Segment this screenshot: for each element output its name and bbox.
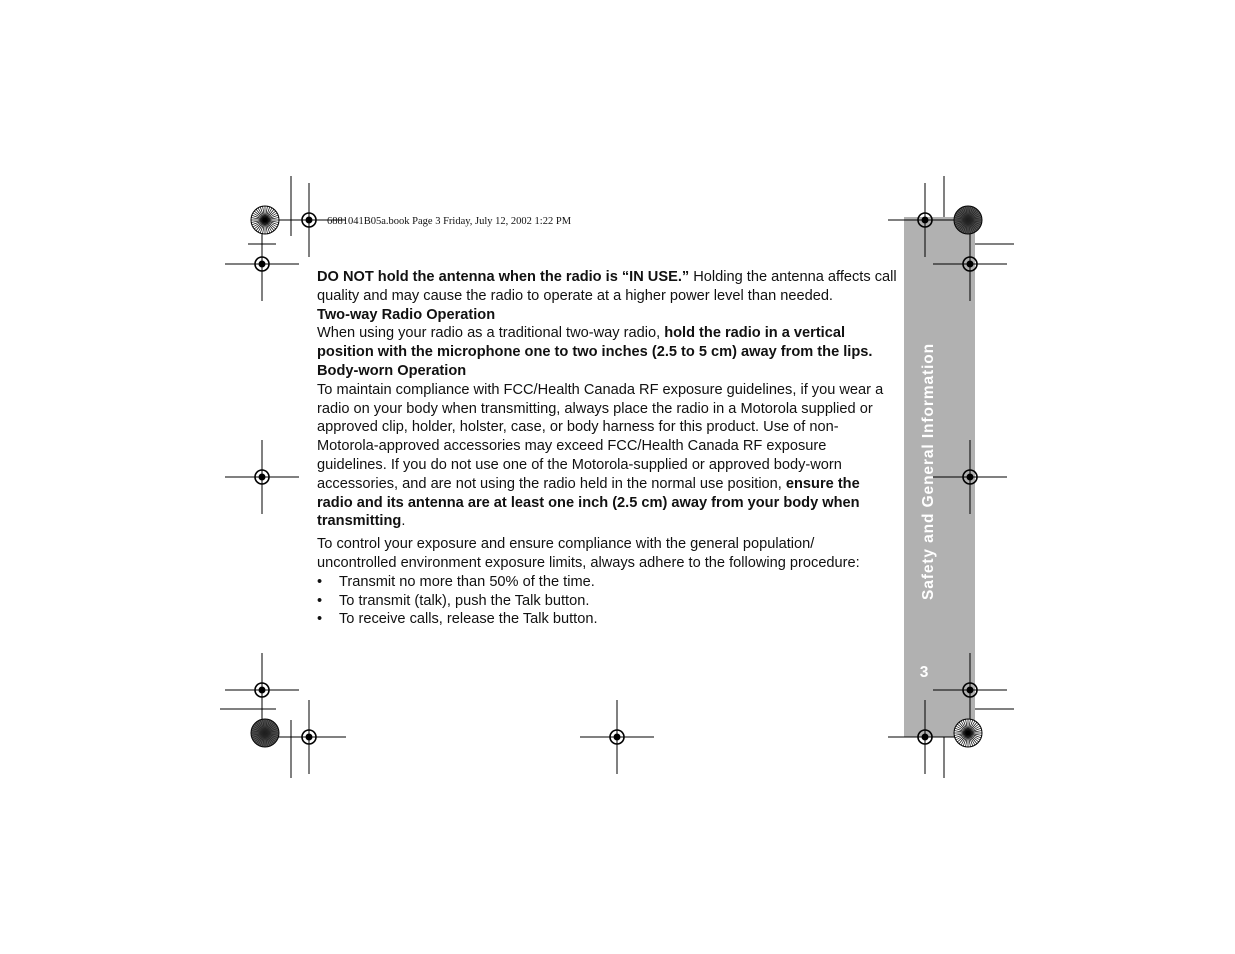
procedure-list [317,573,897,629]
body-worn-tail: . [401,513,406,530]
antenna-warning-bold: DO NOT hold the antenna when the radio is “IN USE.” [317,269,690,285]
crosshair-target-icon [225,440,299,514]
body-worn-bold: ensure the radio and its antenna are at least one inch (2.5 cm) away from your body when transmitting [317,475,860,530]
crosshair-target-icon [580,700,654,774]
antenna-warning-text: Holding the antenna affects call quality and may cause the radio to operate at a higher power level than needed. [317,269,897,304]
list-item: • To receive calls, release the Talk button. [317,611,598,628]
bullet-icon: • [317,611,323,628]
crosshair-target-icon [888,183,962,257]
crosshair-target-icon [933,227,1007,301]
two-way-text: When using your radio as a traditional two-way radio, [317,325,665,342]
two-way-bold: hold the radio in a vertical position with the microphone one to two inches (2.5 to 5 cm) away from the lips. [317,325,873,361]
bullet-icon: • [317,573,323,590]
starburst-target-icon [251,206,279,234]
starburst-target-icon [251,719,279,747]
two-way-paragraph [317,324,897,362]
crosshair-target-icon [888,700,962,774]
crosshair-target-icon [933,653,1007,727]
antenna-warning [317,268,897,306]
body-worn-text: To maintain compliance with FCC/Health Canada RF exposure guidelines, if you wear a radio on your body when transmitting, always place the radio in a Motorola supplied or approved clip, holder, holster, case, or body harness for this product. Use of non-Motorola-approved accessories may exceed FCC/Health Canada RF exposure guidelines. If you do not use one of the Motorola-supplied or approved body-worn accessories, and are not using the radio held in the normal use position, [317,381,884,492]
crosshair-target-icon [225,653,299,727]
starburst-target-icon [954,719,982,747]
print-header: 6881041B05a.book Page 3 Friday, July 12, 2002 1:22 PM [327,216,572,227]
crosshair-target-icon [933,440,1007,514]
starburst-target-icon [954,206,982,234]
exposure-paragraph: To control your exposure and ensure compliance with the general population/ uncontrolled environment exposure limits, always adhere to the following procedure: [317,536,860,571]
list-item: • Transmit no more than 50% of the time. [317,573,595,590]
crosshair-target-icon [225,227,299,301]
crosshair-target-icon [272,700,346,774]
section-title: Safety and General Information [920,343,937,600]
page-number: 3 [919,664,929,681]
page-body [317,268,897,629]
body-worn-paragraph [317,381,897,531]
bullet-icon: • [317,592,323,609]
body-worn-heading: Body-worn Operation [317,362,467,379]
list-item: • To transmit (talk), push the Talk button. [317,592,590,609]
two-way-heading: Two-way Radio Operation [317,306,496,323]
